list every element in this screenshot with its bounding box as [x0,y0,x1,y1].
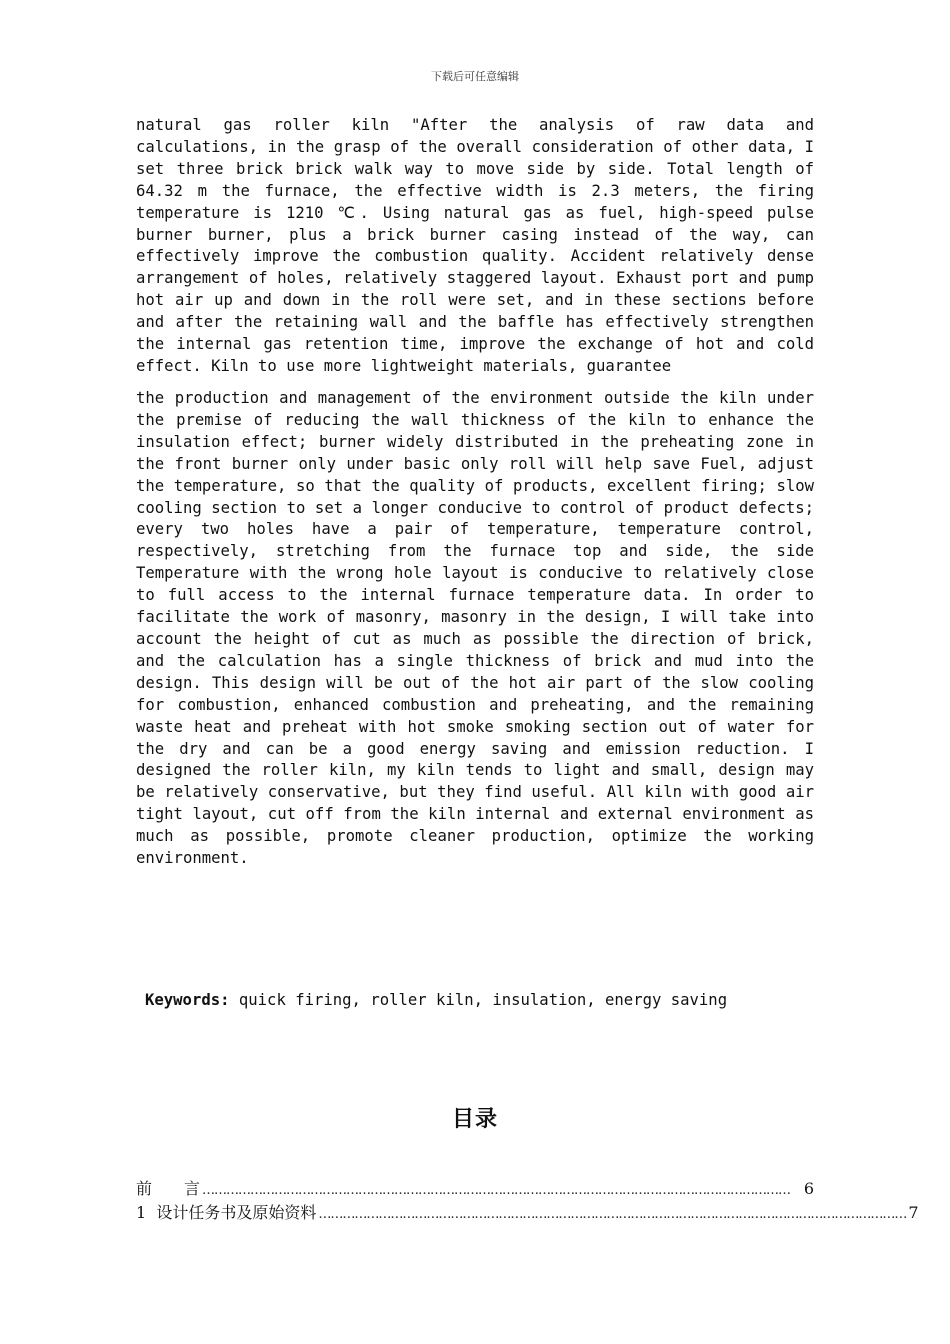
toc-entry-label: 1 设计任务书及原始资料 [136,1203,317,1222]
page-header-note: 下载后可任意编辑 [431,70,519,83]
table-of-contents [136,1176,919,1224]
abstract-paragraph-2: the production and management of the environment outside the kiln under the premise of reducing the wall thickness of the kiln to enhance the insulation effect; burner widely distributed in the preheating zone in the front burner only under basic only roll will help save Fuel, adjust the temperature, so that the quality of products, excellent firing; slow cooling section to set a longer conducive to control of product defects; every two holes have a pair of temperature, temperature control, respectively, stretching from the furnace top and side, the side Temperature with the wrong hole layout is conducive to relatively close to full access to the internal furnace temperature data. In order to facilitate the work of masonry, masonry in the design, I will take into account the height of cut as much as possible the direction of brick, and the calculation has a single thickness of brick and mud into the design. This design will be out of the hot air part of the slow cooling for combustion, enhanced combustion and preheating, and the remaining waste heat and preheat with hot smoke smoking section out of water for the dry and can be a good energy saving and emission reduction. I designed the roller kiln, my kiln tends to light and small, design may be relatively conservative, but they find useful. All kiln with good air tight layout, cut off from the kiln internal and external environment as much as possible, promote cleaner production, optimize the working environment. [136,389,814,868]
toc-title: 目录 [451,1107,498,1132]
abstract-paragraph-1: natural gas roller kiln "After the analysis of raw data and calculations, in the grasp of the overall consideration of other data, I set three brick brick walk way to move side by side. Total length of 64.32 m the furnace, the effective width is 2.3 meters, the firing temperature is 1210 ℃. Using natural gas as fuel, high-speed pulse burner burner, plus a brick burner casing instead of the way, can effectively improve the combustion quality. Accident relatively dense arrangement of holes, relatively staggered layout. Exhaust port and pump hot air up and down in the roll were set, and in these sections before and after the retaining wall and the baffle has effectively strengthen the internal gas retention time, improve the exchange of hot and cold effect. Kiln to use more lightweight materials, guarantee [136,116,814,375]
toc-entry-page: 6 [803,1179,814,1198]
keywords-text: quick firing, roller kiln, insulation, energy saving [229,991,728,1009]
keywords-label: Keywords: [145,991,230,1009]
toc-entry[interactable] [136,1200,919,1224]
keywords-line [145,989,727,1011]
toc-entry[interactable] [136,1176,814,1200]
toc-dot-leader: ………………………………………………………………………………………………………………………………… [202,1183,791,1198]
toc-dot-leader: ………………………………………………………………………………………………………………………………… [318,1207,907,1222]
toc-entry-page: 7 [908,1203,919,1222]
toc-entry-label: 前 言 [136,1179,201,1198]
